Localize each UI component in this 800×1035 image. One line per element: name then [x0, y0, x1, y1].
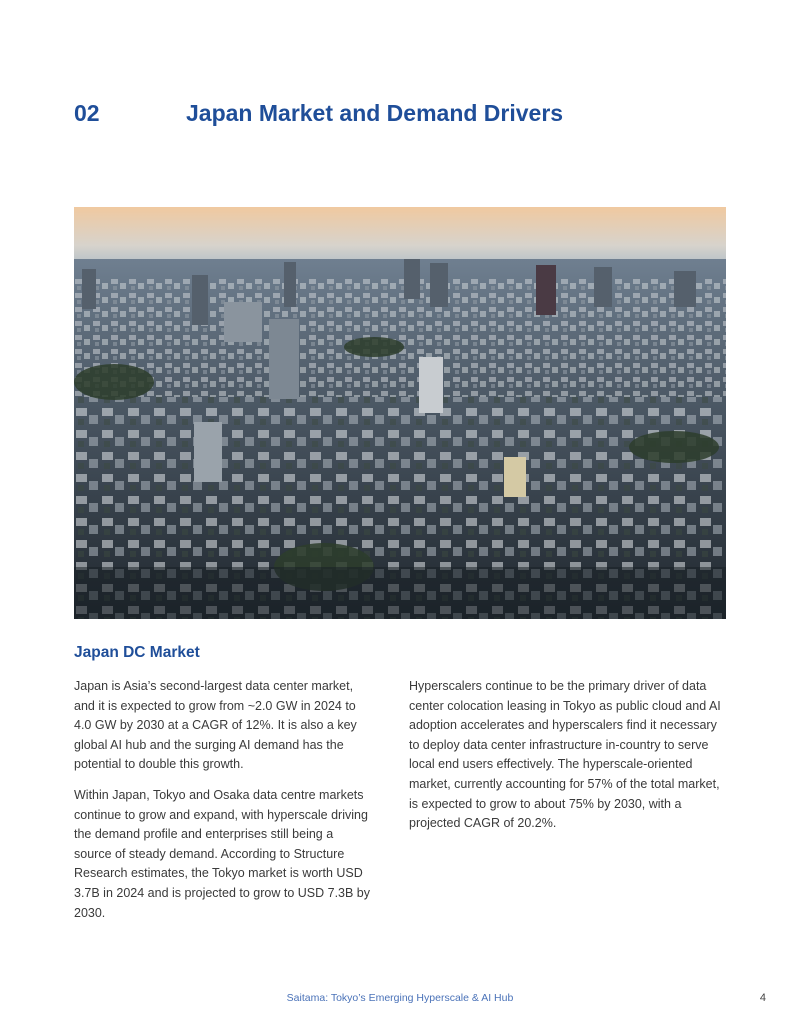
section-title: Japan Market and Demand Drivers [186, 100, 564, 126]
section-number: 02 [74, 100, 100, 126]
paragraph: Japan is Asia’s second-largest data center market, and it is expected to grow from ~2.0 GW in 2024 to 4.0 GW by 2030 at a CAGR of 12%. It is also a key global AI hub and the surging AI demand has the potential to double this growth. [74, 679, 357, 772]
footer-text: Saitama: Tokyo’s Emerging Hyperscale & AI Hub [286, 992, 514, 1004]
body-column-right [409, 677, 727, 845]
city-skyline-photo [74, 207, 726, 619]
section-header [74, 100, 726, 134]
subheading: Japan DC Market [74, 644, 200, 661]
paragraph: Hyperscalers continue to be the primary driver of data center colocation leasing in Tokyo as public cloud and AI adoption accelerates and hyperscalers find it necessary to deploy data center infrastructure in-country to serve local end users effectively. The hyperscale-oriented market, currently accounting for 57% of the total market, is expected to grow to about 75% by 2030, with a projected CAGR of 20.2%. [409, 679, 721, 831]
page-number: 4 [759, 992, 766, 1004]
body-column-left [74, 677, 374, 934]
paragraph: Within Japan, Tokyo and Osaka data centre markets continue to grow and expand, with hyperscale driving the demand profile and enterprises still being a source of steady demand. According to Structure Research estimates, the Tokyo market is worth USD 3.7B in 2024 and is projected to grow to USD 7.3B by 2030. [74, 787, 371, 920]
